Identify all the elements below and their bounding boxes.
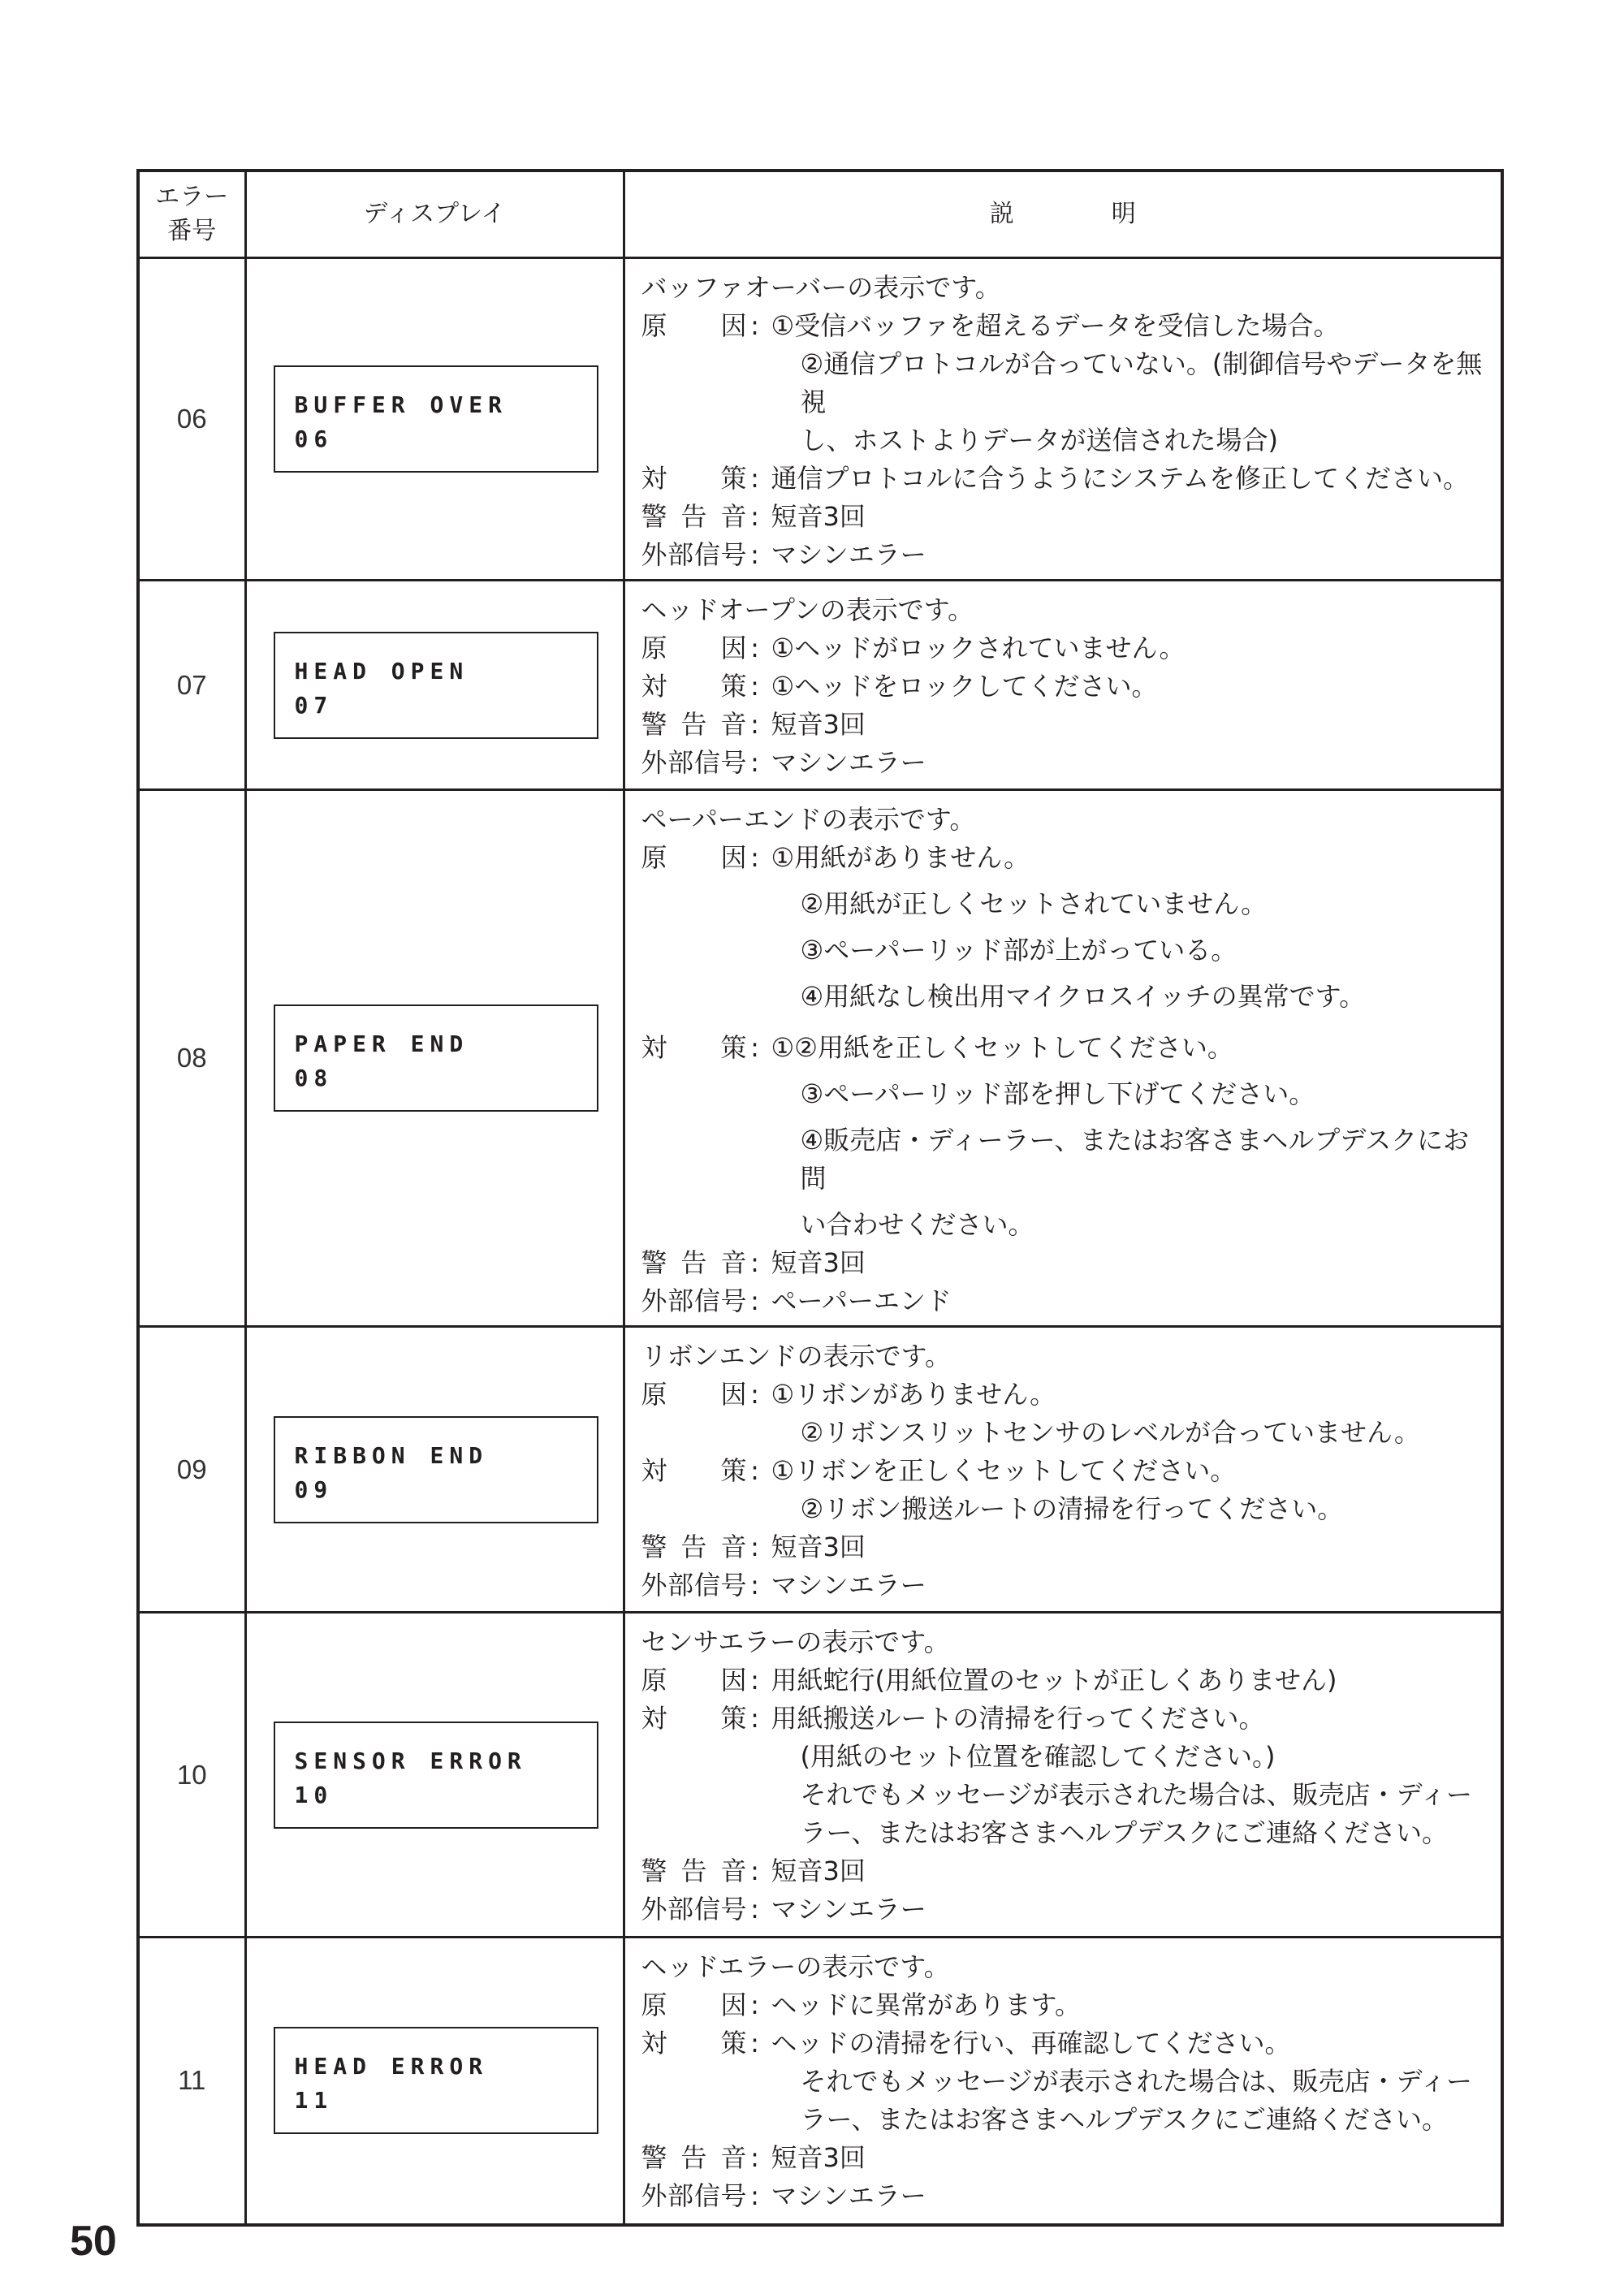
display-cell bbox=[245, 1938, 624, 2225]
cause-entry bbox=[641, 1376, 1488, 1452]
display-cell bbox=[245, 581, 624, 790]
cause-entry-label: 原 因 bbox=[641, 1665, 747, 1696]
cause-item: ①ヘッドがロックされていません。 bbox=[771, 633, 1186, 663]
signal-entry bbox=[641, 1282, 1488, 1320]
header-error-number bbox=[138, 171, 245, 258]
measure-item: ラー、またはお客さまヘルプデスクにご連絡ください。 bbox=[800, 2104, 1448, 2135]
label-colon: : bbox=[750, 1455, 759, 1486]
lcd-display bbox=[274, 1722, 598, 1829]
page-number: 50 bbox=[70, 2218, 117, 2265]
lcd-line-1: HEAD OPEN bbox=[294, 657, 469, 685]
measure-entry-label: 対 策 bbox=[641, 2028, 747, 2059]
description-cell bbox=[624, 790, 1502, 1327]
cause-item: ①受信バッファを超えるデータを受信した場合。 bbox=[771, 310, 1340, 341]
signal-entry bbox=[641, 2177, 1488, 2215]
lcd-display bbox=[274, 632, 598, 739]
measure-entry bbox=[641, 1452, 1488, 1528]
label-colon: : bbox=[750, 1989, 759, 2020]
error-number: 06 bbox=[176, 404, 207, 434]
lcd-display bbox=[274, 1416, 598, 1523]
table-row bbox=[138, 1938, 1502, 2225]
alarm-value: 短音3回 bbox=[771, 1856, 866, 1886]
table-row bbox=[138, 790, 1502, 1327]
measure-item: (用紙のセット位置を確認してください。) bbox=[800, 1741, 1276, 1772]
description-summary: ペーパーエンドの表示です。 bbox=[641, 804, 976, 835]
error-number-cell bbox=[138, 581, 245, 790]
measure-entry bbox=[641, 1029, 1488, 1244]
display-cell bbox=[245, 258, 624, 581]
cause-entry bbox=[641, 307, 1488, 460]
label-colon: : bbox=[750, 1032, 759, 1063]
lcd-display bbox=[274, 365, 598, 473]
signal-entry-label: 外部信号 bbox=[641, 1570, 747, 1601]
measure-entry-label: 対 策 bbox=[641, 1455, 747, 1486]
label-colon: : bbox=[750, 463, 759, 494]
alarm-value: 短音3回 bbox=[771, 2142, 866, 2173]
display-cell bbox=[245, 1327, 624, 1613]
cause-entry bbox=[641, 629, 1488, 667]
description-summary: センサエラーの表示です。 bbox=[641, 1627, 950, 1657]
alarm-value: 短音3回 bbox=[771, 1531, 866, 1562]
error-number: 11 bbox=[178, 2065, 206, 2096]
error-number: 07 bbox=[176, 669, 207, 700]
label-colon: : bbox=[750, 747, 759, 778]
cause-entry bbox=[641, 1986, 1488, 2024]
measure-item: それでもメッセージが表示された場合は、販売店・ディー bbox=[800, 1779, 1473, 1810]
lcd-line-1: RIBBON END bbox=[294, 1441, 489, 1469]
signal-entry bbox=[641, 1566, 1488, 1605]
cause-item: し、ホストよりデータが送信された場合) bbox=[800, 425, 1278, 456]
measure-entry-label: 対 策 bbox=[641, 463, 747, 494]
alarm-entry bbox=[641, 1852, 1488, 1890]
description-cell bbox=[624, 1613, 1502, 1938]
header-description-char2: 明 bbox=[1111, 200, 1136, 228]
signal-entry bbox=[641, 1890, 1488, 1929]
alarm-entry-label: 警 告 音 bbox=[641, 1856, 747, 1886]
lcd-line-2: 07 bbox=[294, 691, 334, 719]
header-description-char1: 説 bbox=[989, 200, 1014, 228]
lcd-line-2: 06 bbox=[294, 426, 334, 452]
label-colon: : bbox=[750, 1379, 759, 1410]
alarm-value: 短音3回 bbox=[771, 709, 866, 740]
lcd-line-1: HEAD ERROR bbox=[294, 2053, 489, 2080]
lcd-line-2: 08 bbox=[294, 1065, 334, 1091]
table-row bbox=[138, 1327, 1502, 1613]
label-colon: : bbox=[750, 1665, 759, 1696]
signal-value: マシンエラー bbox=[771, 1894, 926, 1925]
cause-item: ①用紙がありません。 bbox=[771, 842, 1030, 873]
error-number: 08 bbox=[176, 1043, 207, 1073]
measure-item: それでもメッセージが表示された場合は、販売店・ディー bbox=[800, 2066, 1473, 2097]
measure-entry-label: 対 策 bbox=[641, 1703, 747, 1734]
cause-item: ヘッドに異常があります。 bbox=[771, 1989, 1081, 2020]
description-summary: ヘッドオープンの表示です。 bbox=[641, 594, 974, 625]
cause-item: ②通信プロトコルが合っていない。(制御信号やデータを無視 bbox=[800, 348, 1483, 417]
error-number: 10 bbox=[176, 1759, 207, 1790]
measure-item: 用紙搬送ルートの清掃を行ってください。 bbox=[771, 1703, 1265, 1734]
alarm-entry-label: 警 告 音 bbox=[641, 709, 747, 740]
description-summary: リボンエンドの表示です。 bbox=[641, 1341, 951, 1372]
label-colon: : bbox=[750, 1703, 759, 1734]
lcd-line-2: 10 bbox=[294, 1781, 334, 1808]
cause-item: ③ペーパーリッド部が上がっている。 bbox=[800, 935, 1237, 966]
description-cell bbox=[624, 1327, 1502, 1613]
error-number-cell bbox=[138, 1938, 245, 2225]
description-cell bbox=[624, 258, 1502, 581]
cause-entry-label: 原 因 bbox=[641, 1379, 747, 1410]
table-row bbox=[138, 1613, 1502, 1938]
measure-entry bbox=[641, 2024, 1488, 2139]
measure-item: ③ペーパーリッド部を押し下げてください。 bbox=[800, 1078, 1315, 1109]
alarm-value: 短音3回 bbox=[771, 501, 866, 532]
measure-item: 通信プロトコルに合うようにシステムを修正してください。 bbox=[771, 463, 1470, 494]
signal-entry-label: 外部信号 bbox=[641, 747, 747, 778]
display-cell bbox=[245, 790, 624, 1327]
label-colon: : bbox=[750, 539, 759, 570]
alarm-entry-label: 警 告 音 bbox=[641, 1531, 747, 1562]
label-colon: : bbox=[750, 842, 759, 873]
table-header-row bbox=[138, 171, 1502, 258]
measure-entry bbox=[641, 460, 1488, 498]
signal-value: マシンエラー bbox=[771, 747, 926, 778]
signal-entry-label: 外部信号 bbox=[641, 1894, 747, 1925]
label-colon: : bbox=[750, 1570, 759, 1601]
lcd-line-1: PAPER END bbox=[294, 1030, 469, 1057]
measure-item: ①ヘッドをロックしてください。 bbox=[771, 671, 1158, 702]
label-colon: : bbox=[750, 2142, 759, 2173]
label-colon: : bbox=[750, 501, 759, 532]
cause-entry-label: 原 因 bbox=[641, 842, 747, 873]
cause-item: 用紙蛇行(用紙位置のセットが正しくありません) bbox=[771, 1665, 1337, 1696]
cause-item: ①リボンがありません。 bbox=[771, 1379, 1056, 1410]
measure-item: ②リボン搬送ルートの清掃を行ってください。 bbox=[800, 1493, 1344, 1524]
error-code-table bbox=[136, 169, 1504, 2227]
description-cell bbox=[624, 1938, 1502, 2225]
label-colon: : bbox=[750, 1285, 759, 1316]
signal-value: マシンエラー bbox=[771, 1570, 926, 1601]
alarm-entry bbox=[641, 1244, 1488, 1282]
error-number-cell bbox=[138, 1613, 245, 1938]
display-cell bbox=[245, 1613, 624, 1938]
signal-entry-label: 外部信号 bbox=[641, 2180, 747, 2211]
signal-entry bbox=[641, 536, 1488, 574]
lcd-line-2: 09 bbox=[294, 1475, 334, 1503]
measure-item: ヘッドの清掃を行い、再確認してください。 bbox=[771, 2028, 1291, 2059]
signal-value: マシンエラー bbox=[771, 2180, 926, 2211]
signal-entry bbox=[641, 744, 1488, 782]
label-colon: : bbox=[750, 671, 759, 702]
cause-entry-label: 原 因 bbox=[641, 633, 747, 663]
error-number: 09 bbox=[176, 1454, 207, 1484]
measure-entry-label: 対 策 bbox=[641, 1032, 747, 1063]
cause-entry-label: 原 因 bbox=[641, 1989, 747, 2020]
description-summary: ヘッドエラーの表示です。 bbox=[641, 1951, 950, 1982]
table-row bbox=[138, 258, 1502, 581]
label-colon: : bbox=[750, 1894, 759, 1925]
lcd-line-1: BUFFER OVER bbox=[294, 391, 508, 418]
cause-entry-label: 原 因 bbox=[641, 310, 747, 341]
alarm-entry bbox=[641, 498, 1488, 536]
header-description bbox=[624, 171, 1502, 258]
signal-entry-label: 外部信号 bbox=[641, 1285, 747, 1316]
measure-item: い合わせください。 bbox=[800, 1209, 1034, 1240]
table-row bbox=[138, 581, 1502, 790]
alarm-entry-label: 警 告 音 bbox=[641, 1247, 747, 1278]
label-colon: : bbox=[750, 310, 759, 341]
label-colon: : bbox=[750, 1856, 759, 1886]
alarm-value: 短音3回 bbox=[771, 1247, 866, 1278]
label-colon: : bbox=[750, 633, 759, 663]
measure-entry-label: 対 策 bbox=[641, 671, 747, 702]
cause-item: ④用紙なし検出用マイクロスイッチの異常です。 bbox=[800, 981, 1366, 1012]
lcd-line-2: 11 bbox=[294, 2087, 334, 2115]
lcd-display bbox=[274, 1004, 598, 1112]
alarm-entry bbox=[641, 1528, 1488, 1566]
header-display: ディスプレイ bbox=[245, 171, 624, 258]
label-colon: : bbox=[750, 2180, 759, 2211]
cause-item: ②リボンスリットセンサのレベルが合っていません。 bbox=[800, 1417, 1420, 1448]
alarm-entry-label: 警 告 音 bbox=[641, 501, 747, 532]
header-error-number-line2: 番号 bbox=[167, 217, 217, 245]
description-cell bbox=[624, 581, 1502, 790]
label-colon: : bbox=[750, 2028, 759, 2059]
label-colon: : bbox=[750, 1531, 759, 1562]
alarm-entry bbox=[641, 706, 1488, 744]
measure-item: ④販売店・ディーラー、またはお客さまヘルプデスクにお問 bbox=[800, 1125, 1470, 1194]
signal-value: ペーパーエンド bbox=[771, 1285, 952, 1316]
measure-item: ①リボンを正しくセットしてください。 bbox=[771, 1455, 1237, 1486]
label-colon: : bbox=[750, 709, 759, 740]
lcd-line-1: SENSOR ERROR bbox=[294, 1747, 527, 1774]
measure-item: ①②用紙を正しくセットしてください。 bbox=[771, 1032, 1233, 1063]
cause-entry bbox=[641, 1661, 1488, 1700]
alarm-entry bbox=[641, 2139, 1488, 2177]
label-colon: : bbox=[750, 1247, 759, 1278]
measure-item: ラー、またはお客さまヘルプデスクにご連絡ください。 bbox=[800, 1817, 1448, 1848]
error-number-cell bbox=[138, 258, 245, 581]
cause-entry bbox=[641, 839, 1488, 1016]
signal-entry-label: 外部信号 bbox=[641, 539, 747, 570]
measure-entry bbox=[641, 667, 1488, 706]
description-summary: バッファオーバーの表示です。 bbox=[641, 272, 1001, 303]
measure-entry bbox=[641, 1700, 1488, 1852]
signal-value: マシンエラー bbox=[771, 539, 926, 570]
alarm-entry-label: 警 告 音 bbox=[641, 2142, 747, 2173]
error-number-cell bbox=[138, 790, 245, 1327]
header-error-number-line1: エラー bbox=[155, 183, 229, 211]
cause-item: ②用紙が正しくセットされていません。 bbox=[800, 888, 1268, 919]
error-number-cell bbox=[138, 1327, 245, 1613]
lcd-display bbox=[274, 2027, 598, 2134]
